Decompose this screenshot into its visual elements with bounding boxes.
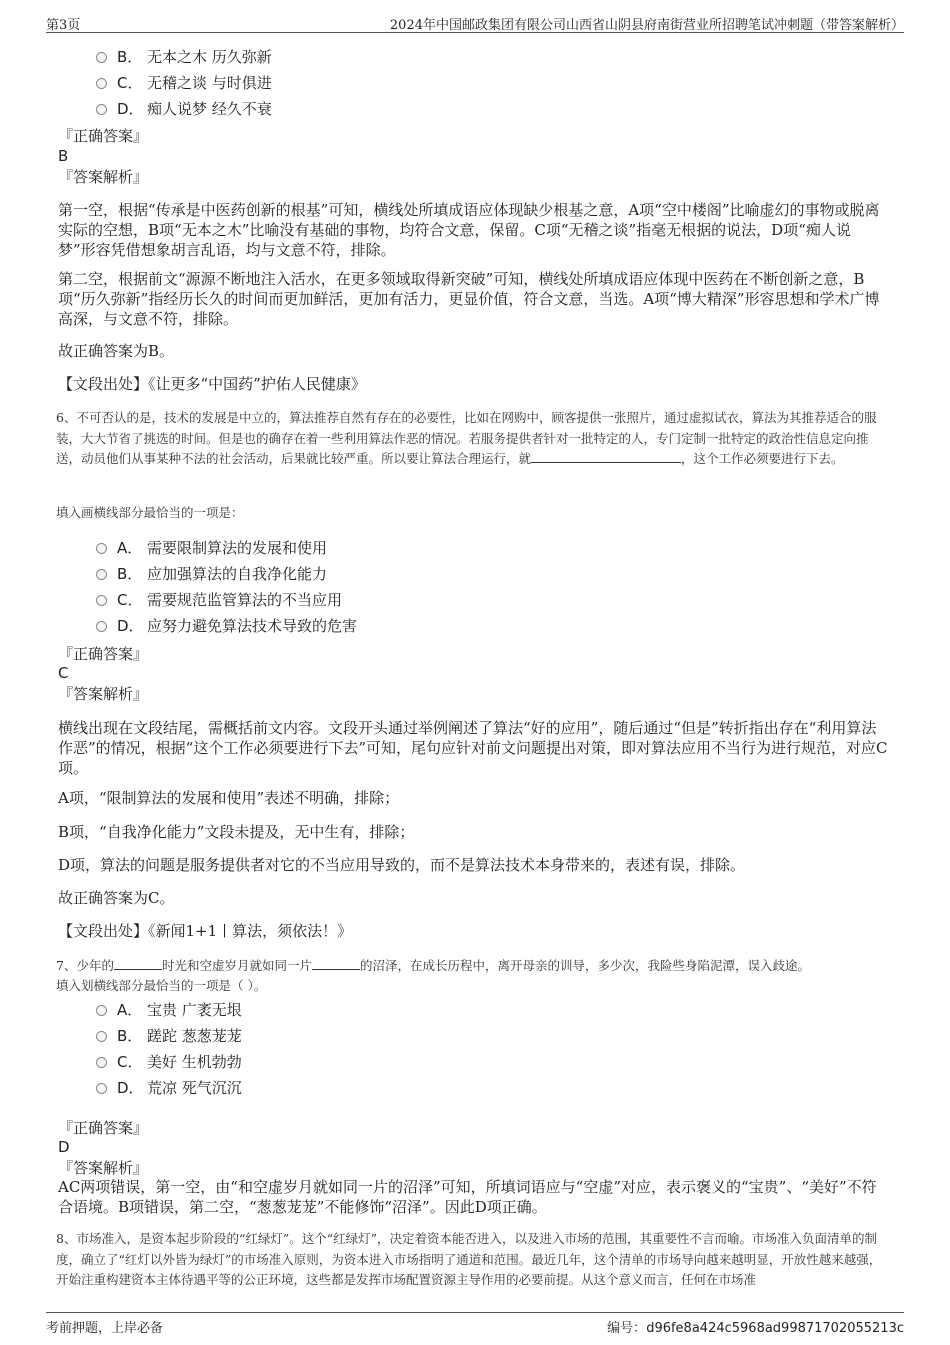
q6-option-c[interactable]: C． 需要规范监管算法的不当应用 [96,590,342,610]
q8-stem: 8、市场准入，是资本起步阶段的“红绿灯”。这个“红绿灯”，决定着资本能否进入，以及进入市场的范围，其重要性不言而喻。市场准入负面清单的制度，确立了“红灯以外皆为绿灯”的市场准入原则，为资本进入市场指明了通道和范围。最近几年，这个清单的市场导向越来越明显，开放性越来越强，开始注重构建资本主体待遇平等的公正环境，这些都是发挥市场配置资源主导作用的必要前提。从这个意义而言，任何在市场准 [56,1231,882,1287]
document-code: 编号：d96fe8a424c5968ad99871702055213c [607,1321,904,1336]
answer-blank-1 [114,957,162,970]
q7-option-c[interactable]: C． 美好 生机勃勃 [96,1052,242,1072]
q5-answer-title: 『正确答案』 [58,127,149,145]
q5-analysis-title: 『答案解析』 [58,168,149,186]
q6-analysis-1: 横线出现在文段结尾，需概括前文内容。文段开头通过举例阐述了算法“好的应用”，随后通过“但是”转折指出存在“利用算法作恶”的情况，根据“这个工作必须要进行下去”可知，尾句应针对前文问题提出对策，即对算法应用不当行为进行规范，对应C项。 [58,719,888,777]
q6-analysis-5: 故正确答案为C。 [58,889,175,907]
q5-option-d[interactable]: D． 痴人说梦 经久不衰 [96,99,272,119]
q5-analysis-3: 故正确答案为B。 [58,342,175,360]
footer-slogan: 考前押题，上岸必备 [46,1321,164,1336]
q7-answer: D [58,1138,70,1156]
q6-answer-title: 『正确答案』 [58,645,149,663]
answer-blank [531,450,681,463]
q5-analysis-1: 第一空，根据“传承是中医药创新的根基”可知，横线处所填成语应体现缺少根基之意，A项“空中楼阁”比喻虚幻的事物或脱离实际的空想，B项“无本之木”比喻没有基础的事物，均符合文意，保留。C项“无稽之谈”指毫无根据的说法，D项“痴人说梦”形容凭借想象胡言乱语，均与文意不符，排除。 [58,201,880,259]
q5-source: 【文段出处】《让更多“中国药”护佑人民健康》 [58,375,366,393]
page-number: 第3页 [46,18,81,33]
radio-icon[interactable] [96,1083,107,1094]
radio-icon[interactable] [96,78,107,89]
q6-source: 【文段出处】《新闻1+1丨算法，须依法！》 [58,922,353,940]
radio-icon[interactable] [96,543,107,554]
q5-answer: B [58,147,69,165]
radio-icon[interactable] [96,52,107,63]
radio-icon[interactable] [96,104,107,115]
q6-prompt: 填入画横线部分最恰当的一项是： [56,505,244,520]
page-header [46,10,904,33]
q5-analysis-2: 第二空，根据前文“源源不断地注入活水，在更多领域取得新突破”可知，横线处所填成语应体现中医药在不断创新之意，B项“历久弥新”指经历长久的时间而更加鲜活，更加有活力，更显价值，符合文意，当选。A项“博大精深”形容思想和学术广博高深，与文意不符，排除。 [58,270,880,328]
q5-option-b[interactable]: B． 无本之木 历久弥新 [96,47,272,67]
q6-analysis-4: D项，算法的问题是服务提供者对它的不当应用导致的，而不是算法技术本身带来的，表述有误，排除。 [58,856,746,874]
q6-stem: 6、不可否认的是，技术的发展是中立的，算法推荐自然有存在的必要性，比如在网购中，顾客提供一张照片，通过虚拟试衣，算法为其推荐适合的服装，大大节省了挑选的时间。但是也的确存在着一些利用算法作恶的情况。若服务提供者针对一批特定的人，专门定制一批特定的政治性信息定向推送，动员他们从事某种不法的社会活动，后果就比较严重。所以要让算法合理运行，就 ，这个工作必须要进行下去。 [56,410,877,466]
answer-blank-2 [312,957,360,970]
q7-answer-title: 『正确答案』 [58,1119,149,1137]
radio-icon[interactable] [96,621,107,632]
radio-icon[interactable] [96,1031,107,1042]
q6-analysis-2: A项，“限制算法的发展和使用”表述不明确，排除； [58,789,400,807]
q7-option-d[interactable]: D． 荒凉 死气沉沉 [96,1078,242,1098]
q7-prompt: 填入划横线部分最恰当的一项是（ ）。 [56,978,267,993]
q6-analysis-3: B项，“自我净化能力”文段未提及，无中生有，排除； [58,823,415,841]
document-title: 2024年中国邮政集团有限公司山西省山阴县府南街营业所招聘笔试冲刺题（带答案解析） [389,18,904,33]
page-footer [46,1312,904,1335]
radio-icon[interactable] [96,595,107,606]
radio-icon[interactable] [96,1005,107,1016]
q6-answer: C [58,664,69,682]
q7-analysis: AC两项错误，第一空，由“和空虚岁月就如同一片的沼泽”可知，所填词语应与“空虚”对应，表示褒义的“宝贵”、“美好”不符合语境。B项错误，第二空，“葱葱茏茏”不能修饰“沼泽”。因此D项正确。 [58,1178,877,1216]
radio-icon[interactable] [96,1057,107,1068]
q6-option-b[interactable]: B． 应加强算法的自我净化能力 [96,564,327,584]
q7-stem: 7、少年的 时光和空虚岁月就如同一片 的沼泽，在成长历程中，离开母亲的训导，多少次，我险些身陷泥潭，误入歧途。 [56,958,810,973]
q7-analysis-title: 『答案解析』 [58,1159,149,1177]
radio-icon[interactable] [96,569,107,580]
q6-option-d[interactable]: D． 应努力避免算法技术导致的危害 [96,616,357,636]
q6-analysis-title: 『答案解析』 [58,685,149,703]
q6-option-a[interactable]: A． 需要限制算法的发展和使用 [96,538,327,558]
q7-option-b[interactable]: B． 蹉跎 葱葱茏茏 [96,1026,242,1046]
q7-option-a[interactable]: A． 宝贵 广袤无垠 [96,1000,242,1020]
q5-option-c[interactable]: C． 无稽之谈 与时俱进 [96,73,272,93]
